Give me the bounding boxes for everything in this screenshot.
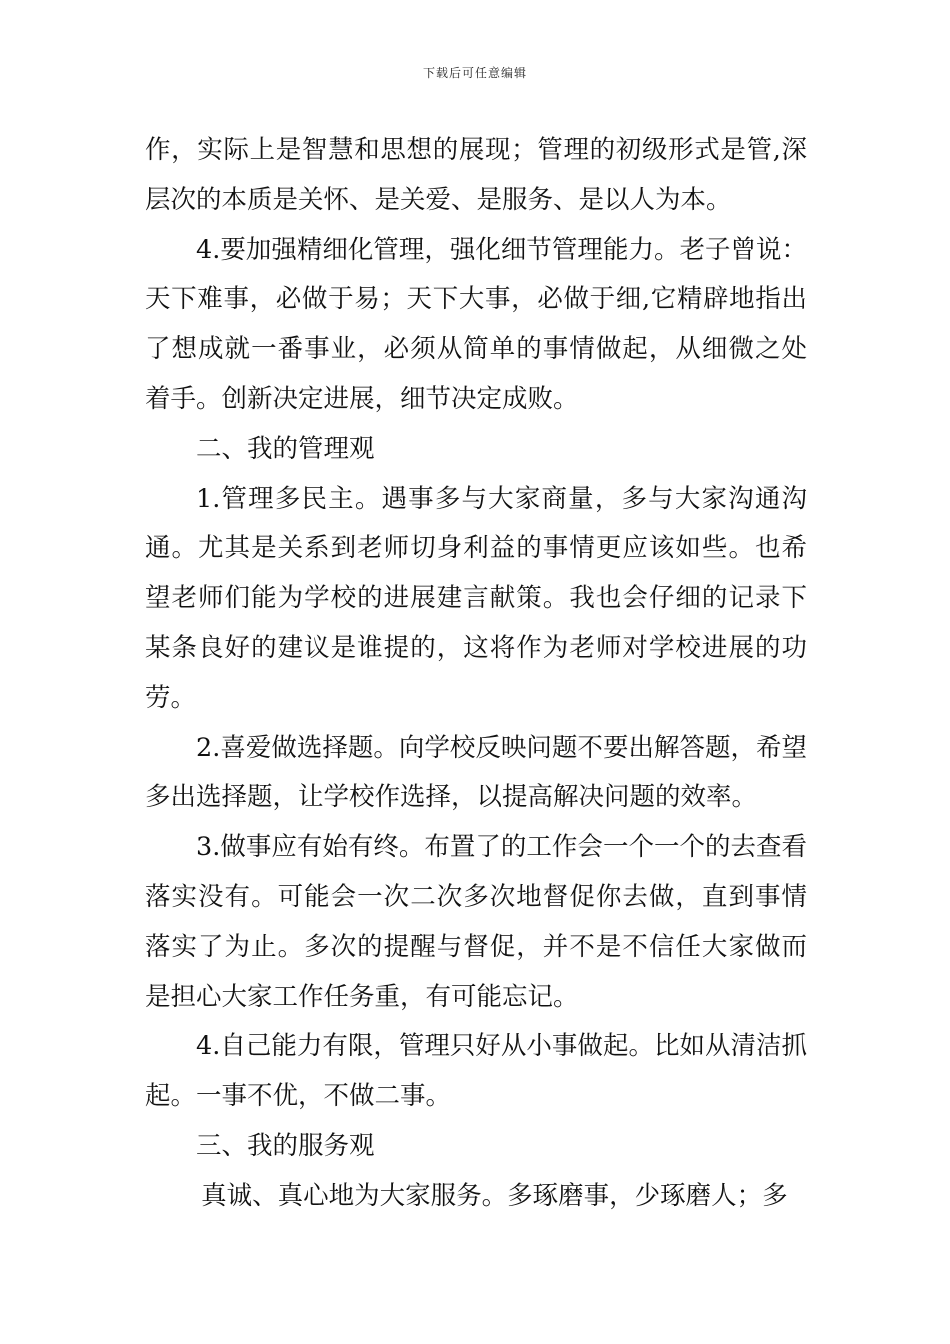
- document-body: [145, 126, 807, 1222]
- paragraph-follow-through: 3.做事应有始有终。布置了的工作会一个一个的去查看落实没有。可能会一次二次多次地督促你去做，直到事情落实了为止。多次的提醒与督促，并不是不信任大家做而是担心大家工作任务重，有可能忘记。: [145, 832, 807, 1012]
- paragraph-multiple-choice: 2.喜爱做选择题。向学校反映问题不要出解答题，希望多出选择题，让学校作选择，以提高解决问题的效率。: [145, 732, 807, 813]
- paragraph-continuation: 作，实际上是智慧和思想的展现；管理的初级形式是管,深层次的本质是关怀、是关爱、是服务、是以人为本。: [145, 135, 807, 215]
- paragraph-democratic-management: 1.管理多民主。遇事多与大家商量，多与大家沟通沟通。尤其是关系到老师切身利益的事情更应该如些。也希望老师们能为学校的进展建言献策。我也会仔细的记录下某条良好的建议是谁提的，这将作为老师对学校进展的功劳。: [145, 483, 807, 713]
- section-heading-service-view: 三、我的服务观: [196, 1130, 375, 1161]
- paragraph-service-lead: 真诚、真心地为大家服务。多琢磨事，少琢磨人；多: [201, 1180, 788, 1211]
- paragraph-refined-management: 4.要加强精细化管理，强化细节管理能力。老子曾说：天下难事，必做于易；天下大事，必做于细,它精辟地指出了想成就一番事业，必须从简单的事情做起，从细微之处着手。创新决定进展，细节决定成败。: [145, 234, 807, 414]
- page-header: 下载后可任意编辑: [422, 66, 527, 80]
- section-heading-management-view: 二、我的管理观: [196, 433, 375, 464]
- paragraph-small-things: 4.自己能力有限，管理只好从小事做起。比如从清洁抓起。一事不优，不做二事。: [145, 1031, 807, 1112]
